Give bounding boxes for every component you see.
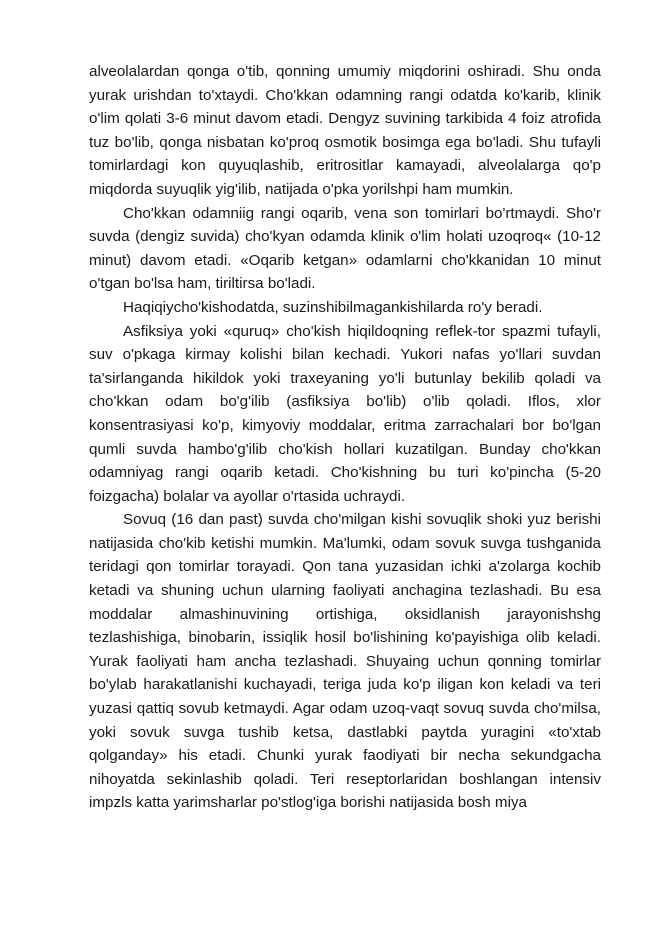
paragraph-1: alveolalardan qonga o'tib, qonning umumiy miqdorini oshiradi. Shu onda yurak urishdan to'xtaydi. Cho'kkan odamning rangi odatda ko'karib, klinik o'lim qolati 3-6 minut davom etadi. Dengyz suvining tarkibida 4 foiz atrofida tuz bo'lib, qonga nisbatan ko'proq osmotik bosimga ega bo'ladi. Shu tufayli tomirlardagi kon quyuqlashib, eritrositlar kamayadi, alveolalarga qo'p miqdorda suyuqlik yig'ilib, natijada o'pka yorilshpi ham mumkin. xyxy=(89,63,601,198)
paragraph-4: Asfiksiya yoki «quruq» cho'kish hiqildoqning reflek-tor spazmi tufayli, suv o'pkaga kirmay kolishi bilan kechadi. Yukori nafas yo'llari suvdan ta'sirlanganda hikildok yoki traxeyaning yo'li butunlay bekilib qoladi va cho'kkan odam bo'g'ilib (asfiksiya bo'lib) o'lib qoladi. Iflos, xlor konsentrasiyasi ko'p, kimyoviy moddalar, eritma zarrachalari bor bo'lgan qumli suvda hambo'g'ilib cho'kish hollari kuzatilgan. Bunday cho'kkan odamniyag rangi oqarib ketadi. Cho'kishning bu turi ko'pincha (5-20 foizgacha) bolalar va ayollar o'rtasida uchraydi. xyxy=(89,322,601,505)
paragraph-2: Cho'kkan odamniig rangi oqarib, vena son tomirlari bo'rtmaydi. Sho'r suvda (dengiz suvida) cho'kyan odamda klinik o'lim holati uzoqroq« (10-12 minut) davom etadi. «Oqarib ketgan» odamlarni cho'kkanidan 10 minut o'tgan bo'lsa ham, tiriltirsa bo'ladi. xyxy=(89,204,601,293)
paragraph-5: Sovuq (16 dan past) suvda cho'milgan kishi sovuqlik shoki yuz berishi natijasida cho'kib ketishi mumkin. Ma'lumki, odam sovuk suvga tushganida teridagi qon tomirlar torayadi. Qon tana yuzasidan ichki a'zolarga kochib ketadi va shuning uchun ularning faoliyati anchagina tezlashadi. Bu esa moddalar almashinuvining ortishiga, oksidlanish jarayonishshg tezlashishiga, binobarin, issiqlik hosil bo'lishining ko'payishiga olib keladi. Yurak faoliyati ham ancha tezlashadi. Shuyaing uchun qonning tomirlar bo'ylab harakatlanishi kuchayadi, teriga juda ko'p iligan kon keladi va teri yuzasi qattiq sovub ketmaydi. Agar odam uzoq-vaqt sovuq suvda cho'milsa, yoki sovuk suvga tushib ketsa, dastlabki paytda yuragini «to'xtab qolganday» his etadi. Chunki yurak faodiyati bir necha sekundgacha nihoyatda sekinlashib qoladi. Teri reseptorlaridan boshlangan intensiv impzls katta yarimsharlar po'stlog'iga borishi natijasida bosh miya xyxy=(89,511,601,812)
document-page xyxy=(89,60,601,815)
paragraph-3: Haqiqiycho'kishodatda, suzinshibilmagankishilarda ro'y beradi. xyxy=(123,298,543,316)
